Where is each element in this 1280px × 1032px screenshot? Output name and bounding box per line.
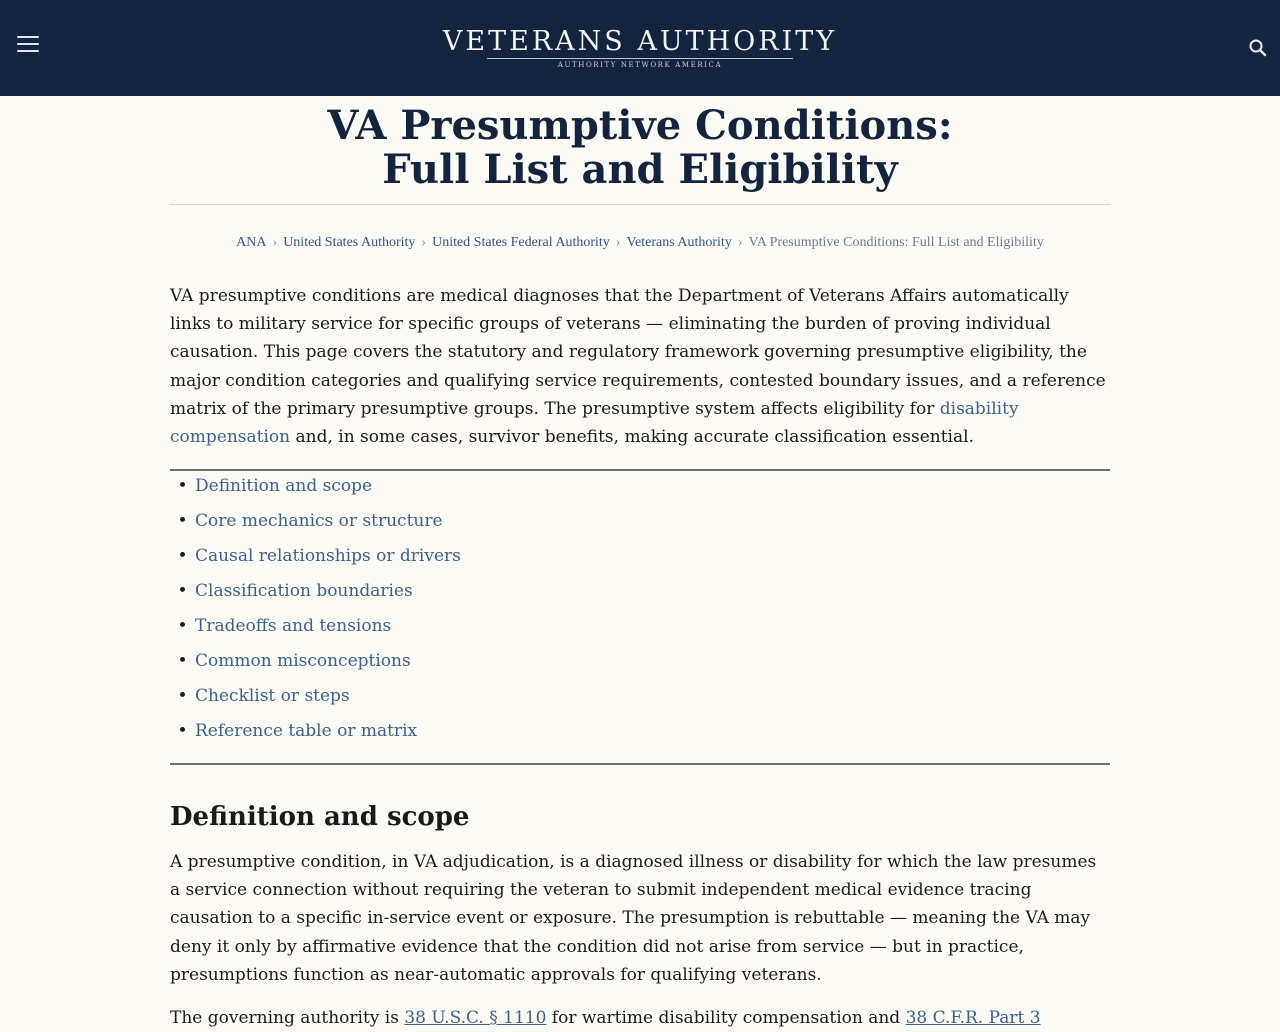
section-paragraph-authority	[170, 1004, 1110, 1032]
brand-tagline: AUTHORITY NETWORK AMERICA	[557, 61, 723, 69]
bullet-icon: •	[177, 721, 188, 741]
breadcrumb-item-federal-authority[interactable]: United States Federal Authority	[432, 235, 610, 250]
site-header	[0, 0, 1280, 96]
toc-item	[170, 541, 1110, 576]
toc-link-checklist[interactable]: Checklist or steps	[195, 686, 350, 706]
breadcrumb-item-veterans-authority[interactable]: Veterans Authority	[626, 235, 732, 250]
hamburger-menu-icon[interactable]	[17, 36, 39, 58]
brand-divider	[487, 58, 793, 59]
toc-link-core-mechanics[interactable]: Core mechanics or structure	[195, 511, 443, 531]
toc-item	[170, 646, 1110, 681]
title-divider	[170, 204, 1110, 205]
toc-link-reference-table[interactable]: Reference table or matrix	[195, 721, 418, 741]
bullet-icon: •	[177, 616, 188, 636]
bullet-icon: •	[177, 511, 188, 531]
breadcrumb-item-ana[interactable]: ANA	[236, 235, 267, 250]
intro-paragraph	[170, 282, 1110, 451]
paragraph-text: The governing authority is	[170, 1008, 405, 1028]
page-title-line-1: VA Presumptive Conditions:	[327, 102, 953, 149]
table-of-contents	[170, 471, 1110, 751]
intro-text: VA presumptive conditions are medical diagnoses that the Department of Veterans Affairs automatically links to military service for specific groups of veterans — eliminating the burden of proving individual causation. This page covers the statutory and regulatory framework governing presumptive eligibility, the major condition categories and qualifying service requirements, contested boundary issues, and a reference matrix of the primary presumptive groups. The presumptive system affects eligibility for	[170, 286, 1106, 419]
toc-item	[170, 506, 1110, 541]
breadcrumb-item-us-authority[interactable]: United States Authority	[283, 235, 416, 250]
bullet-icon: •	[177, 476, 188, 496]
toc-link-tradeoffs[interactable]: Tradeoffs and tensions	[195, 616, 392, 636]
cfr-part-3-link[interactable]: 38 C.F.R. Part 3	[905, 1008, 1041, 1028]
intro-text-end: and, in some cases, survivor benefits, making accurate classification essential.	[290, 427, 974, 448]
section-heading-definition: Definition and scope	[170, 802, 470, 832]
toc-link-misconceptions[interactable]: Common misconceptions	[195, 651, 411, 671]
toc-item	[170, 716, 1110, 751]
bullet-icon: •	[177, 686, 188, 706]
bullet-icon: •	[177, 546, 188, 566]
breadcrumb-current-page: VA Presumptive Conditions: Full List and Eligibility	[748, 235, 1044, 250]
breadcrumb-separator: ›	[615, 235, 621, 250]
breadcrumb-separator: ›	[272, 235, 278, 250]
toc-item	[170, 611, 1110, 646]
page-title	[170, 104, 1110, 192]
toc-link-classification-boundaries[interactable]: Classification boundaries	[195, 581, 413, 601]
toc-link-causal-relationships[interactable]: Causal relationships or drivers	[195, 546, 461, 566]
breadcrumb	[170, 234, 1110, 251]
disability-compensation-link[interactable]: disability compensation	[170, 398, 1019, 448]
toc-item	[170, 681, 1110, 716]
page-title-line-2: Full List and Eligibility	[382, 146, 898, 193]
bullet-icon: •	[177, 581, 188, 601]
search-icon[interactable]	[1248, 38, 1268, 58]
toc-bottom-rule	[170, 763, 1110, 765]
breadcrumb-separator: ›	[737, 235, 743, 250]
usc-1110-link[interactable]: 38 U.S.C. § 1110	[404, 1008, 547, 1028]
bullet-icon: •	[177, 651, 188, 671]
brand-name: VETERANS AUTHORITY	[442, 26, 838, 57]
paragraph-text: for wartime disability compensation and	[546, 1008, 906, 1028]
toc-item	[170, 576, 1110, 611]
site-logo[interactable]	[390, 26, 890, 70]
toc-link-definition-and-scope[interactable]: Definition and scope	[195, 476, 373, 496]
toc-item	[170, 471, 1110, 506]
section-paragraph: A presumptive condition, in VA adjudication, is a diagnosed illness or disability for which the law presumes a service connection without requiring the veteran to submit independent medical evidence tracing causation to a specific in-service event or exposure. The presumption is rebuttable — meaning the VA may deny it only by affirmative evidence that the condition did not arise from service — but in practice, presumptions function as near-automatic approvals for qualifying veterans.	[170, 852, 1097, 985]
breadcrumb-separator: ›	[421, 235, 427, 250]
